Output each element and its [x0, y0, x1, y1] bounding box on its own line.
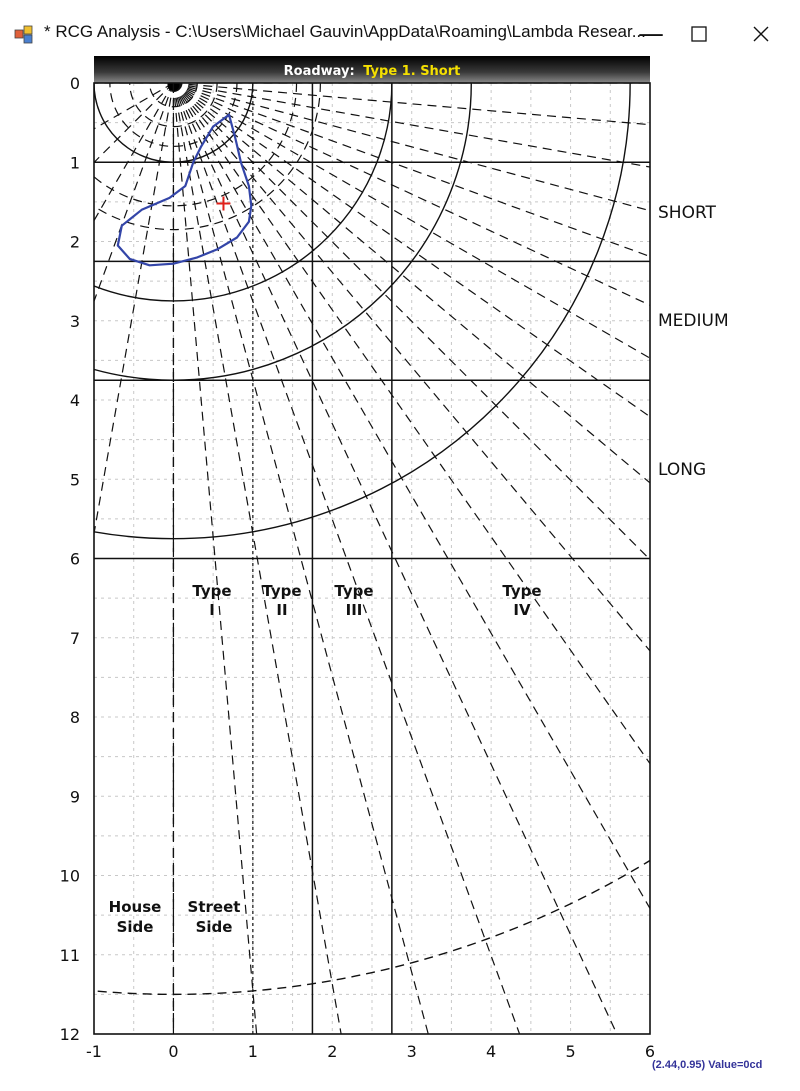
polar-ray: [0, 83, 173, 1091]
y-tick-label: 2: [69, 232, 80, 252]
y-tick-label: 4: [69, 391, 80, 410]
x-tick-label: 4: [486, 1042, 497, 1061]
zone-label: LONG: [658, 460, 707, 480]
marker-layer: [216, 196, 230, 210]
header-label: Roadway:: [283, 64, 355, 79]
x-tick-label: 6: [644, 1042, 656, 1061]
x-tick-label: 1: [247, 1042, 258, 1061]
polar-ray: [0, 83, 173, 1091]
type-label: Type: [192, 582, 232, 600]
type-label: Type: [502, 582, 542, 600]
type-label: Type: [262, 582, 302, 600]
type-label: I: [209, 601, 215, 619]
x-tick-label: 5: [565, 1042, 576, 1061]
polar-arc: [0, 0, 392, 301]
y-tick-label: 8: [69, 708, 80, 727]
y-tick-label: 9: [69, 787, 80, 807]
chart-header: [94, 56, 650, 83]
cursor-marker: [216, 196, 230, 210]
status-readout: (2.44,0.95) Value=0cd: [652, 1059, 763, 1071]
polar-ray: [173, 83, 800, 221]
type-label: II: [276, 601, 288, 619]
type-label: IV: [513, 601, 531, 619]
y-tick-label: 12: [59, 1025, 80, 1044]
type-label: Type: [334, 582, 374, 600]
y-tick-label: 6: [69, 549, 80, 569]
y-tick-label: 3: [69, 311, 80, 331]
y-tick-label: 1: [69, 153, 80, 173]
minimize-icon: —: [638, 19, 664, 49]
side-label: Side: [195, 918, 233, 936]
x-tick-label: 3: [406, 1042, 417, 1061]
polar-ray: [173, 83, 800, 626]
zone-label: MEDIUM: [658, 311, 729, 331]
polar-ray: [173, 83, 800, 754]
y-tick-label: 5: [69, 470, 80, 490]
polar-ray: [0, 83, 173, 1091]
x-tick-label: 2: [327, 1042, 338, 1061]
polar-ray: [0, 83, 173, 1091]
side-label: Side: [116, 918, 154, 936]
y-tick-label: 11: [59, 945, 80, 965]
x-tick-label: 0: [168, 1042, 179, 1061]
polar-ray: [0, 83, 173, 877]
type-label: III: [345, 601, 363, 619]
window-title: * RCG Analysis - C:\Users\Michael Gauvin\AppData\Roaming\Lambda Resear...: [44, 22, 646, 41]
polar-ray: [173, 83, 716, 1091]
y-tick-label: 0: [69, 74, 80, 93]
header-value: Type 1. Short: [363, 64, 461, 79]
side-label: House: [108, 898, 162, 916]
y-tick-label: 10: [59, 866, 80, 886]
label-layer: [109, 203, 729, 936]
side-label: Street: [187, 898, 241, 916]
y-tick-label: 7: [69, 628, 80, 648]
x-tick-label: -1: [86, 1042, 102, 1061]
svg-text:Roadway: Type 1. Short: [284, 64, 461, 79]
zone-label: SHORT: [658, 203, 716, 223]
